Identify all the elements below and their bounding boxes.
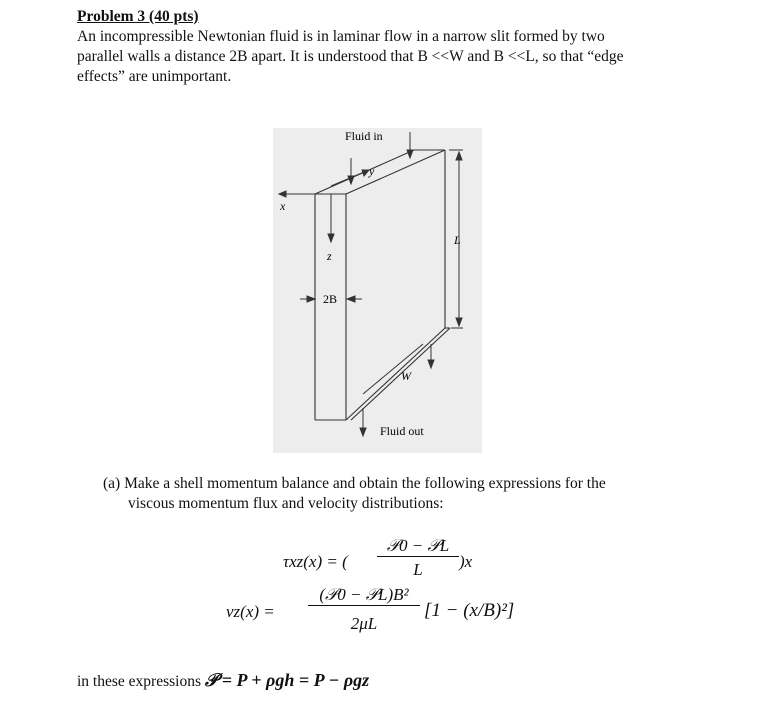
fluid-out-arrows [360,344,434,436]
v-bracket-term: [1 − (x/B)²] [424,600,515,621]
tau-denominator: L [413,560,423,579]
part-a-line-1: (a) Make a shell momentum balance and obtain the following expressions for the [103,475,606,492]
modified-pressure-expression: = P + ρgh = P − ρgz [221,670,370,690]
label-x: x [280,199,286,213]
x-axis-arrow [279,191,331,197]
label-L: L [454,233,461,247]
v-numerator: (𝒫0 − 𝒫L)B² [308,584,420,606]
fluid-out-label: Fluid out [380,424,424,438]
tau-numerator: 𝒫0 − 𝒫L [377,536,459,557]
problem-intro [77,27,697,87]
modified-pressure-symbol: 𝒫 [204,670,218,690]
footer-text: in these expressions [77,673,201,690]
intro-line-2: parallel walls a distance 2B apart. It is understood that B <<W and B <<L, so that “edge [77,48,624,65]
part-a-text [103,474,693,514]
tau-rhs: )x [459,552,473,571]
v-lhs: vz(x) = [226,602,275,621]
label-z: z [327,249,332,263]
slit-flow-figure [273,128,482,453]
footer-line [77,670,369,691]
tau-lhs: τxz(x) = ( [283,552,348,571]
label-W: W [401,369,411,383]
width-W-arrow [363,344,423,394]
v-denominator: 2μL [350,614,378,633]
z-axis-arrow [328,194,334,242]
label-2B: 2B [323,292,338,306]
slit-diagram [273,128,482,453]
fluid-in-label: Fluid in [345,129,383,143]
slab-outline [315,150,450,420]
part-a-line-2: viscous momentum flux and velocity distributions: [128,495,444,512]
label-y: y [369,164,375,178]
problem-title: Problem 3 (40 pts) [77,8,199,25]
intro-line-3: effects” are unimportant. [77,68,232,85]
intro-line-1: An incompressible Newtonian fluid is in laminar flow in a narrow slit formed by two [77,28,605,45]
